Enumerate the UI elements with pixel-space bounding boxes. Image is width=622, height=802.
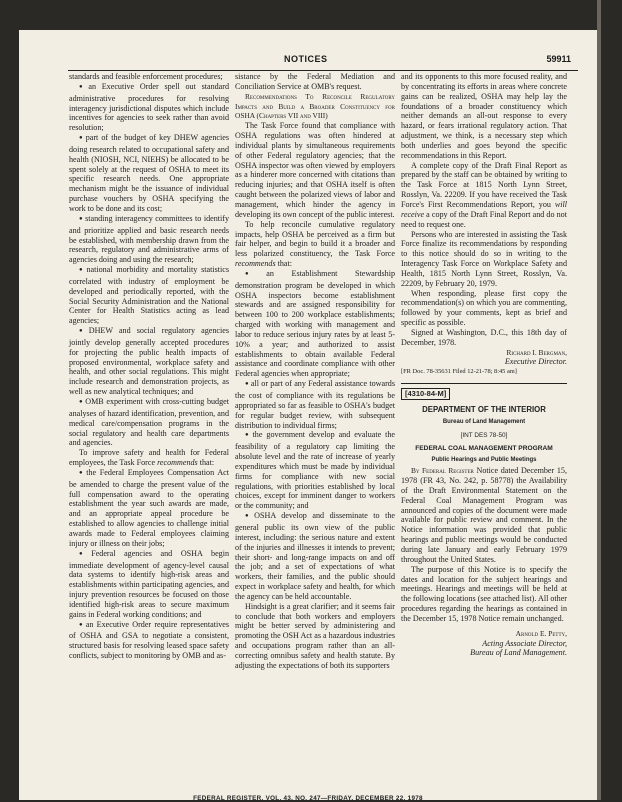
bullet-item: ● an Executive Order require representatives of OSHA and GSA to negotiate a consistent, structured basis for resolving leased space safety conflicts, subject to monitoring by OMB and as- bbox=[69, 620, 229, 661]
paragraph: The Task Force found that compliance with OSHA regulations was often hindered at individual plants by simultaneous requirements of other Federal regulatory agencies; that the OSHA inspector was often viewed by employers as a hinderer more concerned with citations than reducing injuries; and that OSHA itself is often caught between the polarized views of labor and management, which hinder the agency in developing its own concept of the public interest. bbox=[235, 121, 395, 219]
section-title: NOTICES bbox=[284, 54, 328, 64]
column-right bbox=[401, 72, 567, 658]
bullet-item: ● national morbidity and mortality statistics correlated with industry of employment be developed and periodically reported, with the Social Security Administration and the National Center for Health Statistics acting as lead agencies; bbox=[69, 265, 229, 326]
paragraph: By Federal Register Notice dated December 15, 1978 (FR 43, No. 242, p. 58778) the Availability of the Draft Environmental Statement on the Federal Coal Management Program was announced and copies of the document were made available for public review and comment. In the Notice information was provided that public hearings and public meetings would be conducted during late January and early February 1979 throughout the United States. bbox=[401, 466, 567, 564]
page-header bbox=[19, 54, 597, 68]
paragraph: standards and feasible enforcement procedures; bbox=[69, 72, 223, 81]
bullet-item: ● OSHA develop and disseminate to the general public its own view of the public interest, including: the serious nature and extent of the injuries and illnesses it intends to prevent; their short- and long-range impacts on and off the job; and a set of expectations of what workers, their families, and the public should expect in workplace safety and health, for which the agency can be held accountable. bbox=[235, 511, 395, 602]
bureau-name: Bureau of Land Management bbox=[442, 418, 526, 425]
fr-doc-line: [FR Doc. 78-35631 Filed 12-21-78; 8:45 am] bbox=[401, 368, 517, 376]
paragraph: To help reconcile cumulative regulatory impacts, help OSHA be perceived as a firm but fair helper, and begin to build it a broader and less polarized constituency, the Task Force recommends that: bbox=[235, 219, 395, 269]
bullet-item: ● Federal agencies and OSHA begin immediate development of agency-level causal data systems to identify high-risk areas and establishments within participating agencies, and injury prevention resources be focused on those identified high-risk areas to secure maximum gains in Federal working conditions; and bbox=[69, 549, 229, 620]
paragraph: and its opponents to this more focused reality, and by concentrating its efforts in areas where concrete gains can be realized, OSHA may help lay the foundations of a broader constituency which neither demands an all-out response to every hazard, or fears irrational regulatory action. That adjustment, we think, is a necessary step which both underlies and goes beyond the specific recommendations in this Report. bbox=[401, 72, 567, 160]
bullet-item: ● standing interagency committees to identify and prioritize applied and basic research needs be established, with membership drawn from the research, regulatory and administrative arms of agencies doing and using the research; bbox=[69, 214, 229, 265]
bullet-item: ● part of the budget of key DHEW agencies doing research related to occupational safety and health (NIOSH, NCI, NIEHS) be allocated to be spent solely at the request of OSHA to meet its specific research needs. One appropriate mechanism might be the issuance of individual purchase vouchers by OSHA specifying the work to be done and its cost; bbox=[69, 133, 229, 214]
signature-name: Arnold E. Petty, bbox=[515, 628, 567, 638]
billing-code: [4310-84-M] bbox=[401, 388, 450, 400]
bullet-item: ● an Establishment Stewardship demonstration program be developed in which OSHA inspectors become establishment stewards and are assigned responsibility for between 100 to 200 workplace establishments; charged with working with management and labor to reduce serious injury rates by at least 5-10% a year; and authorized to assist establishments to obtain available Federal assistance and coordinate compliance with other Federal agencies when appropriate; bbox=[235, 269, 395, 379]
paragraph: sistance by the Federal Mediation and Conciliation Service at OMB's request. bbox=[235, 72, 395, 91]
header-rule bbox=[68, 70, 578, 71]
page-number: 59911 bbox=[546, 54, 571, 64]
page-footer: FEDERAL REGISTER, VOL. 43, NO. 247—FRIDAY, DECEMBER 22, 1978 bbox=[193, 795, 423, 802]
notice-subject: Public Hearings and Public Meetings bbox=[431, 457, 537, 464]
paragraph: When responding, please first copy the recommendation(s) on which you are commenting, followed by your comments, kept as brief and specific as possible. bbox=[401, 288, 567, 328]
program-title: FEDERAL COAL MANAGEMENT PROGRAM bbox=[415, 444, 553, 452]
bullet-item: ● OMB experiment with cross-cutting budget analyses of hazard identification, prevention, and medical care/compensation programs in the social regulatory and health care departments and agencies. bbox=[69, 397, 229, 448]
binding-edge bbox=[597, 0, 601, 800]
signature-title: Bureau of Land Management. bbox=[470, 648, 567, 658]
paragraph: Persons who are interested in assisting the Task Force finalize its recommendations by responding to this notice should do so in writing to the Interagency Task Force on Workplace Safety and Health, 1815 North Lynn Street, Rosslyn, Va. 22209, by February 20, 1979. bbox=[401, 229, 567, 288]
paragraph: A complete copy of the Draft Final Report as prepared by the staff can be obtained by writing to the Task Force at 1815 North Lynn Street, Rosslyn, Va. 22209. If you have received the Task Force's First Recommendations Report, you will receive a copy of the Draft Final Report and do not need to request one. bbox=[401, 160, 567, 229]
paragraph: To improve safety and health for Federal employees, the Task Force recommends that: bbox=[69, 448, 229, 468]
paragraph: The purpose of this Notice is to specify the dates and location for the subject hearings and meetings. Hearings and meetings will be held at the following locations (see attached list). All other procedures regarding the hearings as contained in the December 15, 1978 Notice remain unchanged. bbox=[401, 564, 567, 623]
signature-name: Richard I. Bergman, bbox=[506, 347, 567, 357]
agency-name: DEPARTMENT OF THE INTERIOR bbox=[422, 405, 546, 414]
document-page bbox=[19, 30, 597, 800]
signature-title: Acting Associate Director, bbox=[482, 638, 567, 648]
bullet-item: ● the Federal Employees Compensation Act be amended to charge the present value of the full compensation award to the operating establishment the year such awards are made, and an appropriate appeal procedure be established to allow agencies to challenge initial awards made to Federal employees claiming injury or illness on their jobs; bbox=[69, 468, 229, 549]
bullet-item: ● all or part of any Federal assistance towards the cost of compliance with its regulations be appropriated so far as feasible to OSHA's budget for regular budget review, with subsequent distribution to individual firms; bbox=[235, 379, 395, 430]
bullet-item: ● an Executive Order spell out standard administrative procedures for resolving interagency jurisdictional disputes which include incentives for agencies to seek rather than avoid resolution; bbox=[69, 82, 229, 133]
paragraph: Signed at Washington, D.C., this 18th day of December, 1978. bbox=[401, 327, 567, 347]
signature-title: Executive Director. bbox=[504, 357, 567, 367]
notice-block bbox=[401, 383, 567, 658]
bullet-item: ● the government develop and evaluate the feasibility of a regulatory cap limiting the absolute level and the rate of increase of yearly expenditures which must be made by individual firms for compliance with new social regulations, with priorities established by local choices, except for imminent danger to workers or the community; and bbox=[235, 430, 395, 511]
column-left bbox=[69, 72, 229, 661]
section-heading: Recommendations To Reconcile Regulatory Impacts and Build a Broader Constituency for OSHA (Chapters VII and VIII) bbox=[235, 91, 395, 121]
docket-number: [INT DES 78-50] bbox=[460, 431, 508, 439]
column-middle bbox=[235, 72, 395, 671]
bullet-item: ● DHEW and social regulatory agencies jointly develop generally accepted procedures for projecting the public health impacts of proposed environmental, workplace safety and health, and other social regulations. This might include research and demonstration projects, as well as new analytical techniques; and bbox=[69, 326, 229, 397]
paragraph: Hindsight is a great clarifier; and it seems fair to conclude that both workers and employers might be better served by administering and promoting the OSH Act as a hazardous industries and occupations program rather than an all-correcting omnibus safety and health statute. By adjusting the expectations of both its supporters bbox=[235, 601, 395, 670]
